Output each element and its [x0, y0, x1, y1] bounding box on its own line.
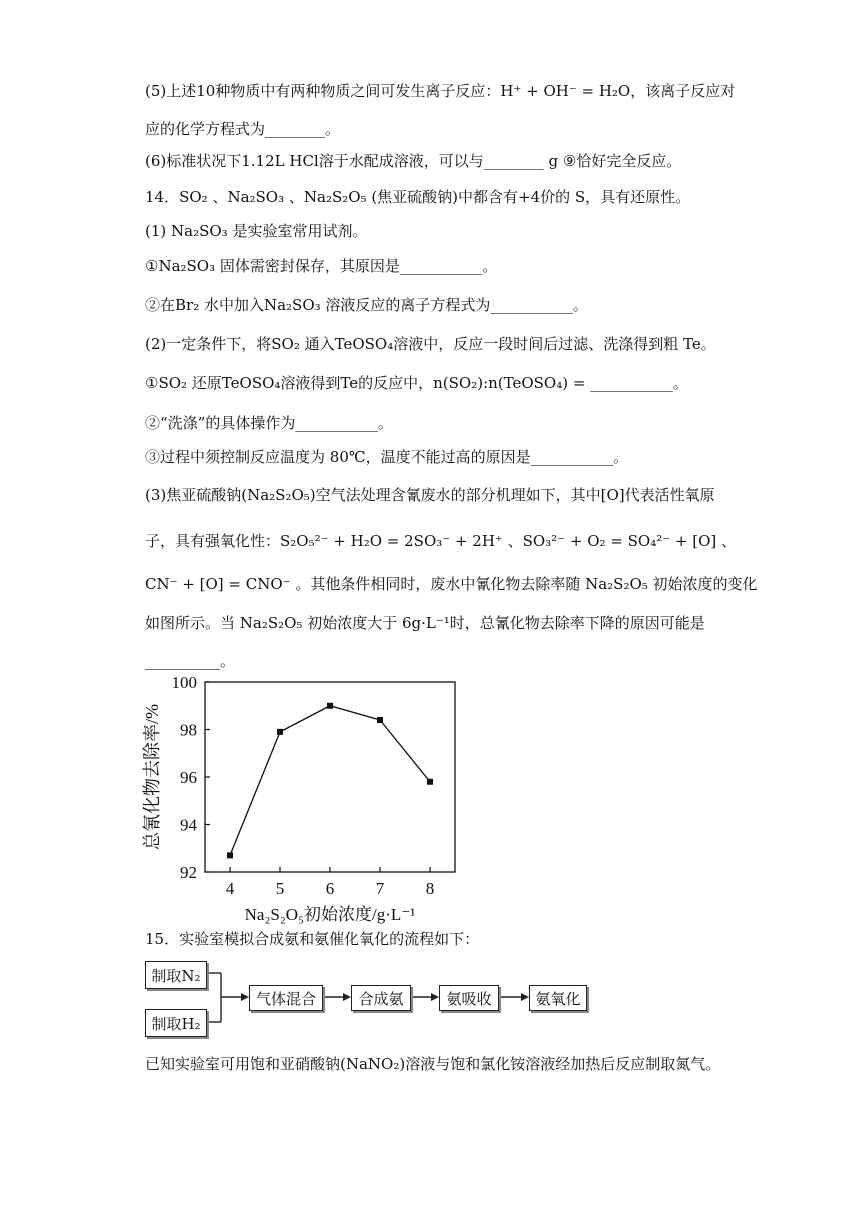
question-15-note: 已知实验室可用饱和亚硝酸钠(NaNO₂)溶液与饱和氯化铵溶液经加热后反应制取氮气。 [145, 1055, 721, 1073]
series-line [230, 706, 430, 856]
data-point-4 [227, 852, 233, 858]
question-15-stem: 15．实验室模拟合成氨和氨催化氧化的流程如下： [145, 930, 480, 948]
question-14-1: (1) Na₂SO₃ 是实验室常用试剂。 [145, 222, 368, 240]
x-tick-label-8: 8 [425, 879, 435, 898]
y-tick-label-94: 94 [180, 815, 197, 835]
flow-box-ammonia-oxidation: 氨氧化 [529, 985, 587, 1011]
x-tick-label-4: 4 [225, 879, 235, 898]
cyanide-removal-chart [140, 670, 470, 930]
y-tick-label-96: 96 [180, 768, 197, 787]
flow-box-gas-mixing: 气体混合 [249, 985, 323, 1011]
y-tick-label-100: 100 [171, 673, 197, 692]
question-14-3-line3: CN⁻ + [O] = CNO⁻ 。其他条件相同时，废水中氰化物去除率随 Na₂S₂O₅ 初始浓度的变化 [145, 575, 758, 593]
question-13-5-line1: (5)上述10种物质中有两种物质之间可发生离子反应：H⁺ + OH⁻ = H₂O，该离子反应对 [145, 82, 736, 100]
question-14-2c: ③过程中须控制反应温度为 80℃，温度不能过高的原因是___________。 [145, 448, 629, 466]
y-tick-label-92: 92 [180, 863, 197, 882]
y-axis-label: 总氰化物去除率/% [142, 704, 162, 850]
x-axis-label: Na₂S₂O₅初始浓度/g·L⁻¹ [244, 905, 416, 924]
plot-frame [205, 682, 455, 872]
question-14-2: (2)一定条件下，将SO₂ 通入TeOSO₄溶液中，反应一段时间后过滤、洗涤得到粗 Te。 [145, 335, 716, 353]
question-14-2b: ②“洗涤”的具体操作为___________。 [145, 414, 393, 432]
question-14-3-line1: (3)焦亚硫酸钠(Na₂S₂O₅)空气法处理含氰废水的部分机理如下，其中[O]代表活性氧原 [145, 486, 715, 504]
x-tick-label-6: 6 [325, 879, 335, 898]
data-point-6 [327, 703, 333, 709]
data-point-8 [427, 779, 433, 785]
question-13-6: (6)标准状况下1.12L HCl溶于水配成溶液，可以与________ g ⑨恰好完全反应。 [145, 152, 682, 170]
question-14-1b: ②在Br₂ 水中加入Na₂SO₃ 溶液反应的离子方程式为___________。 [145, 296, 588, 314]
question-14-3-line2: 子，具有强氧化性：S₂O₅²⁻ + H₂O = 2SO₃⁻ + 2H⁺ 、SO₃²⁻ + O₂ = SO₄²⁻ + [O] 、 [145, 532, 737, 550]
question-14-1a: ①Na₂SO₃ 固体需密封保存，其原因是___________。 [145, 257, 498, 275]
x-tick-label-7: 7 [375, 879, 385, 898]
y-tick-label-98: 98 [180, 720, 197, 740]
flow-box-ammonia-absorption: 氨吸收 [439, 985, 499, 1011]
data-point-7 [377, 717, 383, 723]
question-14-2a: ①SO₂ 还原TeOSO₄溶液得到Te的反应中，n(SO₂):n(TeOSO₄) = ___________。 [145, 374, 688, 392]
question-14-stem: 14．SO₂ 、Na₂SO₃ 、Na₂S₂O₅ (焦亚硫酸钠)中都含有+4价的 S，具有还原性。 [145, 188, 691, 206]
question-13-5-line2: 应的化学方程式为________。 [145, 120, 341, 138]
question-14-3-line5: __________。 [145, 652, 236, 670]
data-point-5 [277, 729, 283, 735]
x-tick-label-5: 5 [275, 879, 285, 898]
flow-box-ammonia-synthesis: 合成氨 [351, 985, 411, 1011]
flow-box-prepare-n2: 制取N₂ [145, 961, 207, 989]
flow-box-prepare-h2: 制取H₂ [145, 1009, 207, 1037]
question-14-3-line4: 如图所示。当 Na₂S₂O₅ 初始浓度大于 6g·L⁻¹时，总氰化物去除率下降的原因可能是 [145, 614, 705, 632]
